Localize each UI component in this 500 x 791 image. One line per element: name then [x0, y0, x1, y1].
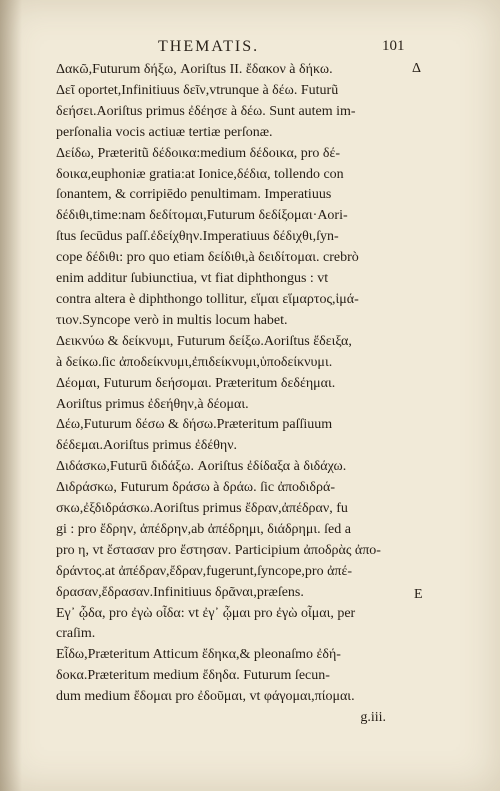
text-line: Δέω,Futurum δέσω & δήσω.Præteritum paſſiuum: [56, 417, 333, 433]
margin-letter-e: E: [414, 587, 423, 602]
text-line: δεήσει.Aoriſtus primus ἐδέησε à δέω. Sunt autem im-: [56, 103, 356, 119]
signature-mark: g.iii.: [360, 710, 386, 726]
text-line: dum medium ἔδομαι pro ἐδοῦμαι, vt φάγομαι,πίομαι.: [56, 689, 355, 705]
text-line: Δεικνύω & δείκνυμι, Futurum δείξω.Aoriſtus ἔδειξα,: [56, 333, 352, 349]
text-line: craſim.: [56, 626, 96, 642]
text-line: Δείδω, Præteritũ δέδοικα:medium δέδοικα, pro δέ-: [56, 145, 341, 161]
page-number: 101: [382, 38, 405, 54]
text-line: τιον.Syncope verò in multis locum habet.: [56, 312, 288, 328]
text-line: Δέομαι, Futurum δεήσομαι. Præteritum δεδέημαι.: [56, 375, 336, 391]
text-line: enim additur ſubiunctiua, vt fiat diphthongus : vt: [56, 271, 329, 287]
text-line: pro η, vt ἔστασαν pro ἔστησαν. Participium ἀποδρὰς ἀπο-: [56, 542, 381, 558]
text-line: perſonalia vocis actiuæ tertiæ perſonæ.: [56, 124, 273, 140]
text-line: Δεῖ oportet,Infinitiuus δεῖν,vtrunque à δέω. Futurũ: [56, 82, 339, 98]
text-line: δέδιθι,time:nam δεδίτομαι,Futurum δεδίξομαι·Aori-: [56, 208, 348, 224]
text-line: Διδράσκω, Futurum δράσω à δράω. ſic ἀποδιδρά-: [56, 480, 335, 496]
text-line: δοικα,euphoniæ gratia:at Ionice,δέδια, tollendo con: [56, 166, 344, 182]
margin-letter-delta: Δ: [412, 61, 422, 76]
running-head: THEMATIS.: [158, 38, 260, 55]
text-line: contra altera è diphthongo tollitur, εἵμαι εἵμαρτος,ἱμά-: [56, 291, 359, 307]
text-line: cope δέδιθι: pro quo etiam δείδιθι,à δειδίτομαι. crebrò: [56, 250, 359, 266]
page-gutter-shadow: [0, 0, 22, 791]
text-line: Δακῶ,Futurum δήξω, Aoriſtus II. ἔδακον à δήκω.: [56, 62, 333, 77]
text-line: Aoriſtus primus ἐδεήθην,à δέομαι.: [56, 396, 249, 412]
text-line: δρασαν,ἔδρασαν.Infinitiuus δρᾶναι,præſens.: [56, 584, 304, 600]
text-line: gi : pro ἔδρην, ἀπέδρην,ab ἀπέδρημι, διάδρημι. ſed a: [56, 521, 351, 537]
text-line: à δείκω.ſic ἀποδείκνυμι,ἐπιδείκνυμι,ὑποδείκνυμι.: [56, 354, 333, 370]
text-line: Εγ᾽ ᾧδα, pro ἐγὼ οἶδα: vt ἐγ᾽ ᾦμαι pro ἐγὼ οἶμαι, per: [56, 605, 356, 621]
text-line: δέδεμαι.Aoriſtus primus ἐδέθην.: [56, 438, 238, 454]
text-line: Εἶδω,Præteritum Atticum ἔδηκα,& pleonaſmo ἐδή-: [56, 647, 341, 663]
text-line: δράντος.at ἀπέδραν,ἔδραν,fugerunt,ſyncope,pro ἀπέ-: [56, 563, 353, 579]
text-line: σκω,ἐξδιδράσκω.Aoriſtus primus ἔδραν,ἀπέδραν, fu: [56, 501, 348, 517]
text-line: ſtus ſecūdus paſſ.ἐδείχθην.Imperatiuus δέδιχθι,ſyn-: [56, 229, 339, 245]
text-line: δοκα.Præteritum medium ἔδηδα. Futurum ſecun-: [56, 668, 330, 684]
body-text: [56, 60, 398, 729]
text-line: ſonantem, & corripiēdo penultimam. Imperatiuus: [56, 187, 332, 203]
text-line: Διδάσκω,Futurū διδάξω. Aoriſtus ἐδίδαξα à διδάχω.: [56, 459, 347, 475]
